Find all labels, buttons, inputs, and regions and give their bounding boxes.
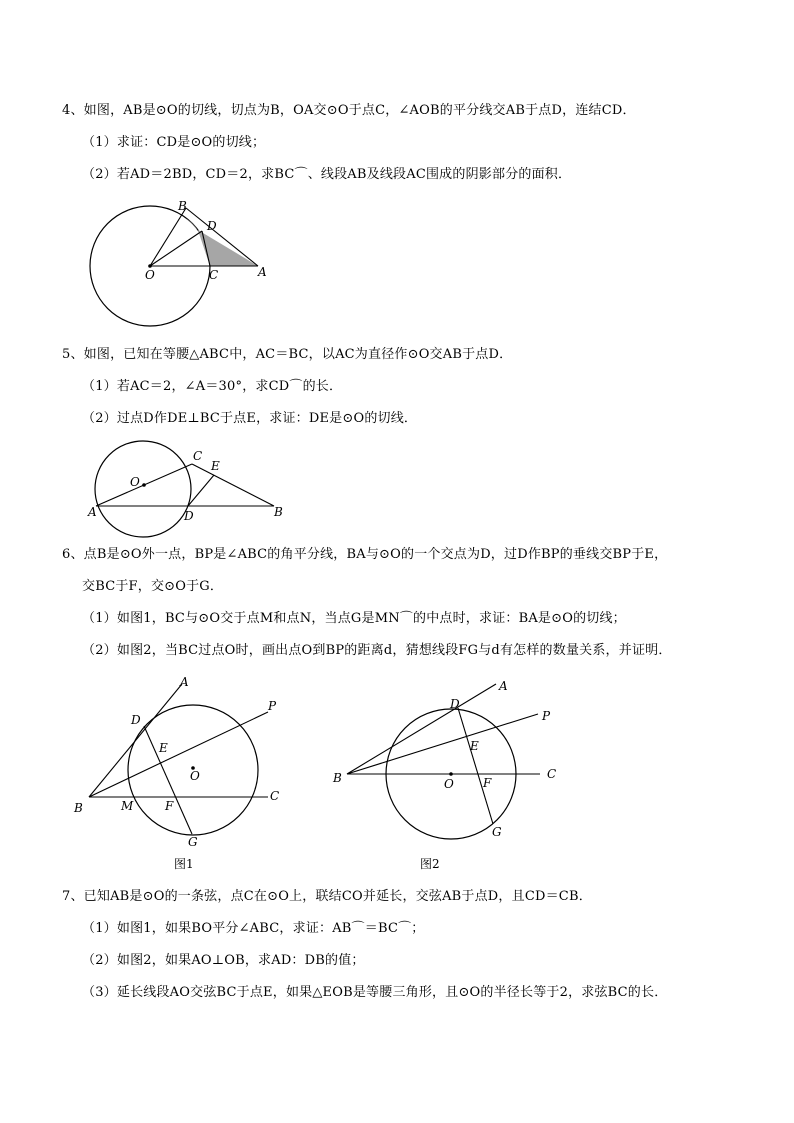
problem-6-stem: 6、点B是⊙O外一点，BP是∠ABC的角平分线，BA与⊙O的一个交点为D，过D作BP的垂线交BP于E，: [62, 547, 668, 562]
problem-7-part-1: （1）如图1，如果BO平分∠ABC，求证：AB⌒＝BC⌒；: [82, 921, 425, 936]
problem-7-part-3: （3）延长线段AO交弦BC于点E，如果△EOB是等腰三角形，且⊙O的半径长等于2，求弦BC的长．: [82, 985, 668, 1000]
problem-4-stem: 4、如图，AB是⊙O的切线，切点为B，OA交⊙O于点C，∠AOB的平分线交AB于点D，连结CD．: [62, 103, 636, 118]
fig5-label-c: C: [193, 449, 203, 463]
fig5-label-a: A: [88, 505, 97, 519]
fig6b-label-a: A: [499, 679, 508, 693]
fig6a-label-m: M: [121, 799, 134, 813]
fig6b-label-d: D: [450, 697, 460, 711]
fig6a-caption: 图1: [174, 857, 194, 871]
problem-6-part-2: （2）如图2，当BC过点O时，画出点O到BP的距离d，猜想线段FG与d有怎样的数量关系，并证明．: [82, 643, 672, 658]
fig6a-label-g: G: [188, 835, 198, 849]
fig5-label-e: E: [211, 459, 220, 473]
fig6a-label-e: E: [159, 741, 168, 755]
problem-4-part-2: （2）若AD＝2BD，CD＝2，求BC⌒、线段AB及线段AC围成的阴影部分的面积．: [82, 167, 572, 182]
figure-5-diagram: [88, 446, 298, 526]
fig6a-label-c: C: [270, 789, 280, 803]
fig6a-label-f: F: [165, 799, 174, 813]
fig6b-label-b: B: [333, 771, 342, 785]
fig4-label-a: A: [258, 265, 267, 279]
fig6b-label-p: P: [542, 709, 551, 723]
problem-7-stem: 7、已知AB是⊙O的一条弦，点C在⊙O上，联结CO并延长，交弦AB于点D，且CD＝CB．: [62, 889, 592, 904]
problem-6-stem-cont: 交BC于F，交⊙O于G．: [82, 579, 224, 594]
figure-6-1-diagram: [72, 674, 292, 874]
figure-6-2-diagram: [330, 674, 570, 874]
fig6a-label-a: A: [180, 675, 189, 689]
fig4-label-d: D: [207, 219, 217, 233]
fig6b-label-g: G: [492, 825, 502, 839]
fig6b-label-e: E: [470, 739, 479, 753]
problem-5-stem: 5、如图，已知在等腰△ABC中，AC＝BC，以AC为直径作⊙O交AB于点D．: [62, 347, 513, 362]
fig6a-label-b: B: [74, 801, 83, 815]
fig6a-label-p: P: [268, 699, 277, 713]
problem-7-part-2: （2）如图2，如果AO⊥OB，求AD：DB的值；: [82, 953, 365, 968]
fig6b-label-o: O: [444, 777, 454, 791]
fig6b-label-c: C: [547, 767, 557, 781]
fig5-label-d: D: [184, 509, 194, 523]
problem-5-part-1: （1）若AC＝2，∠A＝30°，求CD⌒的长．: [82, 379, 343, 394]
fig5-label-b: B: [274, 505, 283, 519]
fig6b-caption: 图2: [420, 857, 440, 871]
fig6a-label-o: O: [190, 769, 200, 783]
fig4-label-c: C: [209, 268, 219, 282]
fig6a-label-d: D: [131, 713, 141, 727]
problem-4-part-1: （1）求证：CD是⊙O的切线；: [82, 135, 266, 150]
fig5-label-o: O: [130, 475, 140, 489]
fig6b-label-f: F: [483, 776, 492, 790]
problem-6-part-1: （1）如图1，BC与⊙O交于点M和点N，当点G是MN⌒的中点时，求证：BA是⊙O的切线；: [82, 611, 626, 626]
problem-5-part-2: （2）过点D作DE⊥BC于点E，求证：DE是⊙O的切线．: [82, 411, 418, 426]
figure-4-diagram: [90, 198, 270, 308]
fig4-label-o: O: [145, 268, 155, 282]
fig4-label-b: B: [178, 199, 187, 213]
